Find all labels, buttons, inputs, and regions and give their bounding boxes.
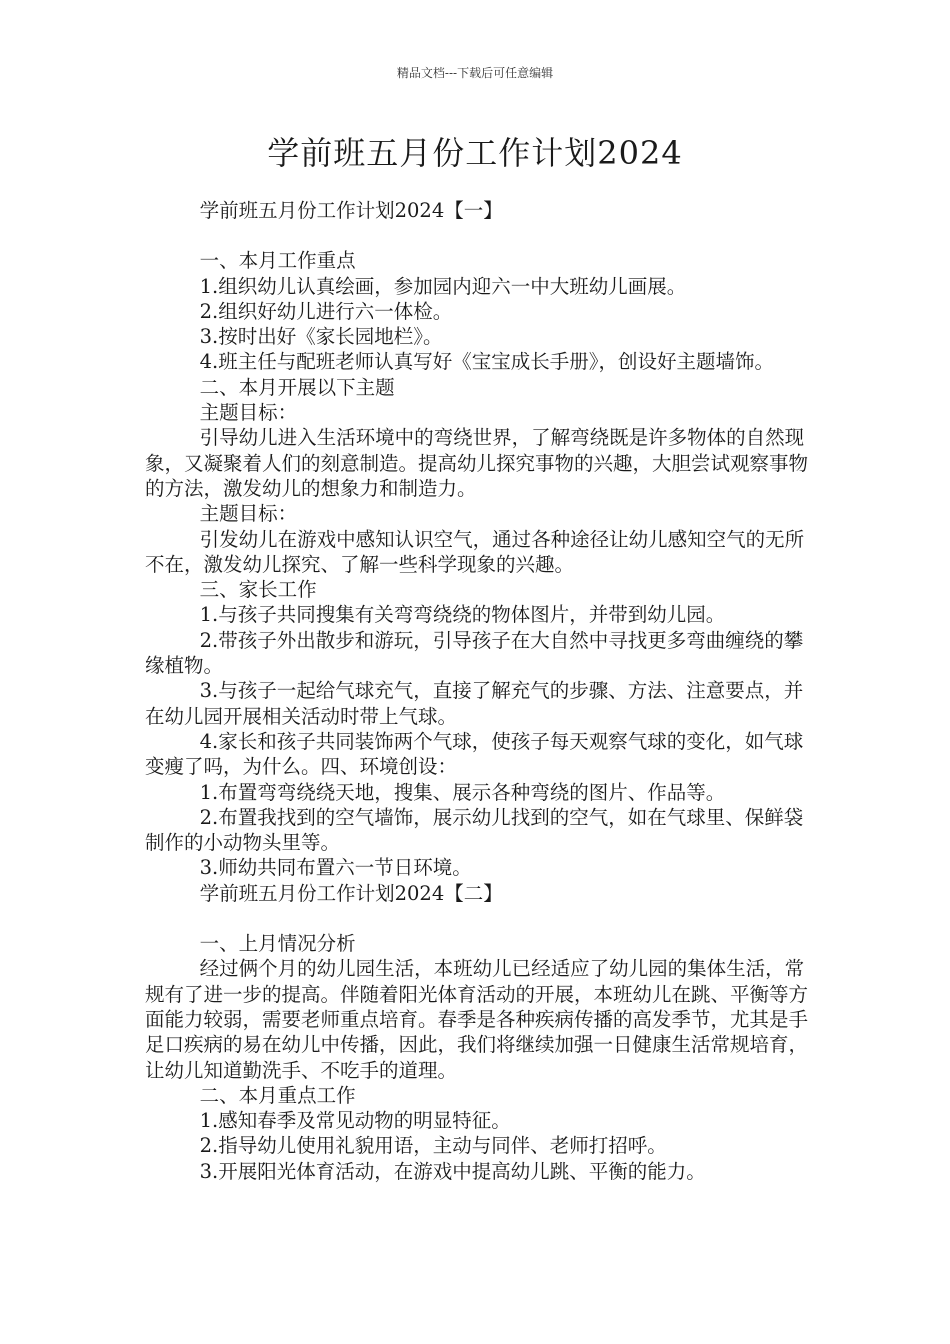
paragraph: 3.开展阳光体育活动，在游戏中提高幼儿跳、平衡的能力。 — [199, 1159, 706, 1183]
paragraph: 一、上月情况分析 — [199, 932, 356, 956]
paragraph: 学前班五月份工作计划2024【一】 — [199, 199, 503, 222]
paragraph: 二、本月重点工作 — [199, 1083, 356, 1107]
paragraph: 三、家长工作 — [199, 578, 317, 602]
document-title: 学前班五月份工作计划2024 — [267, 134, 683, 172]
paragraph: 2.布置我找到的空气墙饰，展示幼儿找到的空气，如在气球里、保鲜袋制作的小动物头里等。 — [145, 805, 804, 855]
blank-line — [145, 223, 817, 248]
paragraph: 4.家长和孩子共同装饰两个气球，使孩子每天观察气球的变化，如气球变瘦了吗，为什么。四、环境创设： — [145, 729, 804, 779]
paragraph: 2.组织好幼儿进行六一体检。 — [199, 299, 453, 323]
paragraph: 2.指导幼儿使用礼貌用语，主动与同伴、老师打招呼。 — [199, 1134, 667, 1158]
page-header: 精品文档---下载后可任意编辑 — [396, 66, 554, 80]
paragraph: 4.班主任与配班老师认真写好《宝宝成长手册》，创设好主题墙饰。 — [199, 350, 774, 374]
paragraph: 二、本月开展以下主题 — [199, 375, 395, 399]
paragraph: 主题目标： — [199, 401, 298, 425]
paragraph: 主题目标： — [199, 502, 298, 526]
paragraph: 3.与孩子一起给气球充气，直接了解充气的步骤、方法、注意要点，并在幼儿园开展相关活动时带上气球。 — [145, 679, 804, 728]
paragraph: 3.师幼共同布置六一节日环境。 — [199, 856, 472, 880]
paragraph: 1.感知春季及常见动物的明显特征。 — [199, 1109, 511, 1133]
paragraph: 引导幼儿进入生活环境中的弯绕世界，了解弯绕既是许多物体的自然现象，又凝聚着人们的刻意制造。提高幼儿探究事物的兴趣，大胆尝试观察事物的方法，激发幼儿的想象力和制造力。 — [145, 426, 809, 500]
paragraph: 一、本月工作重点 — [199, 249, 356, 273]
paragraph: 学前班五月份工作计划2024【二】 — [199, 881, 503, 905]
paragraph: 1.组织幼儿认真绘画，参加园内迎六一中大班幼儿画展。 — [199, 274, 687, 298]
paragraph: 3.按时出好《家长园地栏》。 — [199, 325, 443, 349]
paragraph: 经过俩个月的幼儿园生活，本班幼儿已经适应了幼儿园的集体生活，常规有了进一步的提高。伴随着阳光体育活动的开展，本班幼儿在跳、平衡等方面能力较弱，需要老师重点培育。春季是各种疾病传播的高发季节，尤其是手足口疾病的易在幼儿中传播，因此，我们将继续加强一日健康生活常规培育，让幼儿知道勤洗手、不吃手的道理。 — [145, 957, 809, 1082]
blank-line — [145, 906, 817, 931]
paragraph: 1.与孩子共同搜集有关弯弯绕绕的物体图片，并带到幼儿园。 — [199, 603, 726, 627]
paragraph: 1.布置弯弯绕绕天地，搜集、展示各种弯绕的图片、作品等。 — [199, 780, 726, 804]
paragraph: 引发幼儿在游戏中感知认识空气，通过各种途径让幼儿感知空气的无所不在，激发幼儿探究、了解一些科学现象的兴趣。 — [145, 527, 805, 576]
document-body — [145, 198, 817, 1184]
paragraph: 2.带孩子外出散步和游玩，引导孩子在大自然中寻找更多弯曲缠绕的攀缘植物。 — [145, 628, 804, 678]
